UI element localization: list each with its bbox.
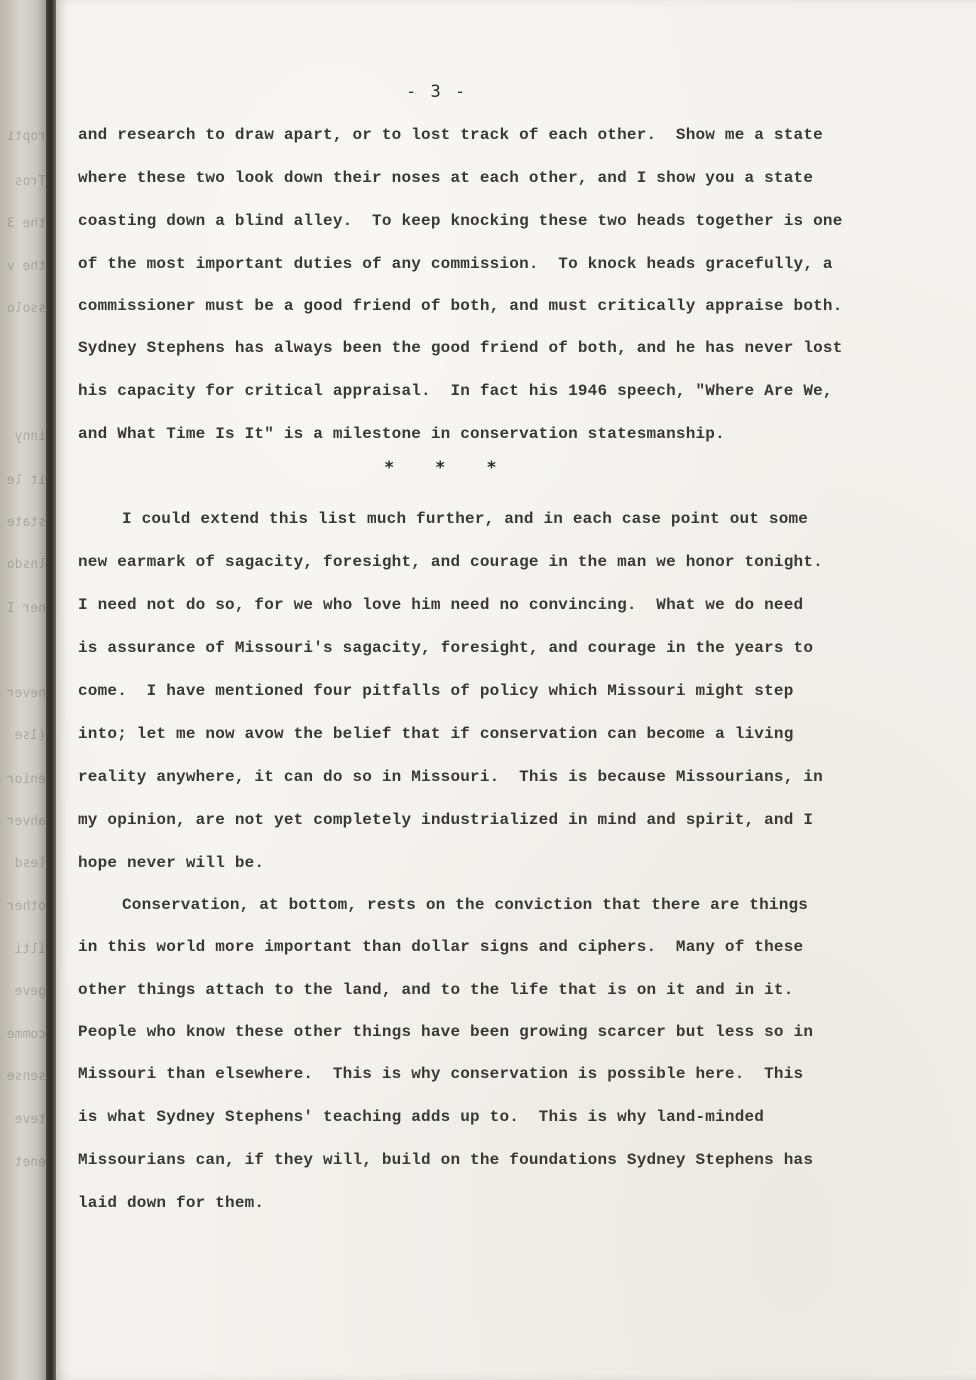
- bleed-text: state: [6, 515, 46, 530]
- bleed-text: the 3: [6, 216, 46, 231]
- bleed-text: teve: [14, 1112, 46, 1127]
- text-line: hope never will be.: [78, 854, 265, 872]
- bleed-text: lnsdo: [6, 557, 46, 572]
- text-line: Conservation, at bottom, rests on the conviction that there are things: [122, 896, 809, 914]
- bleed-text: other: [6, 899, 46, 914]
- bleed-text: comme: [6, 1027, 46, 1042]
- bleed-text: Tros: [14, 174, 46, 189]
- bleed-text: the v: [6, 259, 46, 274]
- bleed-text: ssolo: [6, 301, 46, 316]
- text-line: laid down for them.: [78, 1194, 265, 1212]
- text-line: his capacity for critical appraisal. In fact his 1946 speech, "Where Are We,: [78, 382, 833, 400]
- bleed-text: never: [6, 686, 46, 701]
- text-line: is assurance of Missouri's sagacity, foresight, and courage in the years to: [78, 639, 814, 657]
- typewritten-page: [56, 0, 976, 1380]
- bleed-text: enior: [6, 772, 46, 787]
- book-gutter: [46, 0, 56, 1380]
- text-line: Missourians can, if they will, build on the foundations Sydney Stephens has: [78, 1151, 814, 1169]
- text-line: commissioner must be a good friend of both, and must critically appraise both.: [78, 297, 843, 315]
- text-line: of the most important duties of any commission. To knock heads gracefully, a: [78, 255, 833, 273]
- text-line: I need not do so, for we who love him need no convincing. What we do need: [78, 596, 804, 614]
- bleed-text: inny: [14, 429, 46, 444]
- bleed-text: geve: [14, 984, 46, 999]
- text-line: new earmark of sagacity, foresight, and courage in the man we honor tonight.: [78, 553, 823, 571]
- page-number: - 3 -: [406, 82, 468, 102]
- text-line: Sydney Stephens has always been the good friend of both, and he has never lost: [78, 339, 843, 357]
- bleed-text: ilti: [14, 942, 46, 957]
- bleed-text: ner I: [6, 601, 46, 616]
- text-line: where these two look down their noses at each other, and I show you a state: [78, 169, 814, 187]
- text-line: other things attach to the land, and to the life that is on it and in it.: [78, 981, 794, 999]
- text-line: reality anywhere, it can do so in Missouri. This is because Missourians, in: [78, 768, 823, 786]
- text-line: come. I have mentioned four pitfalls of policy which Missouri might step: [78, 682, 794, 700]
- bleed-text: (1se: [14, 728, 46, 743]
- text-line: my opinion, are not yet completely industrialized in mind and spirit, and I: [78, 811, 814, 829]
- facing-page-edge: [0, 0, 46, 1380]
- bleed-text: ropti: [6, 129, 46, 144]
- text-line: is what Sydney Stephens' teaching adds up to. This is why land-minded: [78, 1108, 765, 1126]
- text-line: into; let me now avow the belief that if conservation can become a living: [78, 725, 794, 743]
- bleed-text: lesd: [14, 856, 46, 871]
- text-line: I could extend this list much further, and in each case point out some: [122, 510, 809, 528]
- bleed-text: ahver: [6, 814, 46, 829]
- text-line: coasting down a blind alley. To keep knocking these two heads together is one: [78, 212, 843, 230]
- text-line: in this world more important than dollar signs and ciphers. Many of these: [78, 938, 804, 956]
- bleed-text: it le: [6, 473, 46, 488]
- bleed-text: enet: [14, 1155, 46, 1170]
- text-line: and What Time Is It" is a milestone in conservation statesmanship.: [78, 425, 725, 443]
- section-separator: * * *: [384, 458, 497, 478]
- bleed-text: sense: [6, 1069, 46, 1084]
- text-line: People who know these other things have been growing scarcer but less so in: [78, 1023, 814, 1041]
- text-line: and research to draw apart, or to lost track of each other. Show me a state: [78, 126, 823, 144]
- text-line: Missouri than elsewhere. This is why conservation is possible here. This: [78, 1065, 804, 1083]
